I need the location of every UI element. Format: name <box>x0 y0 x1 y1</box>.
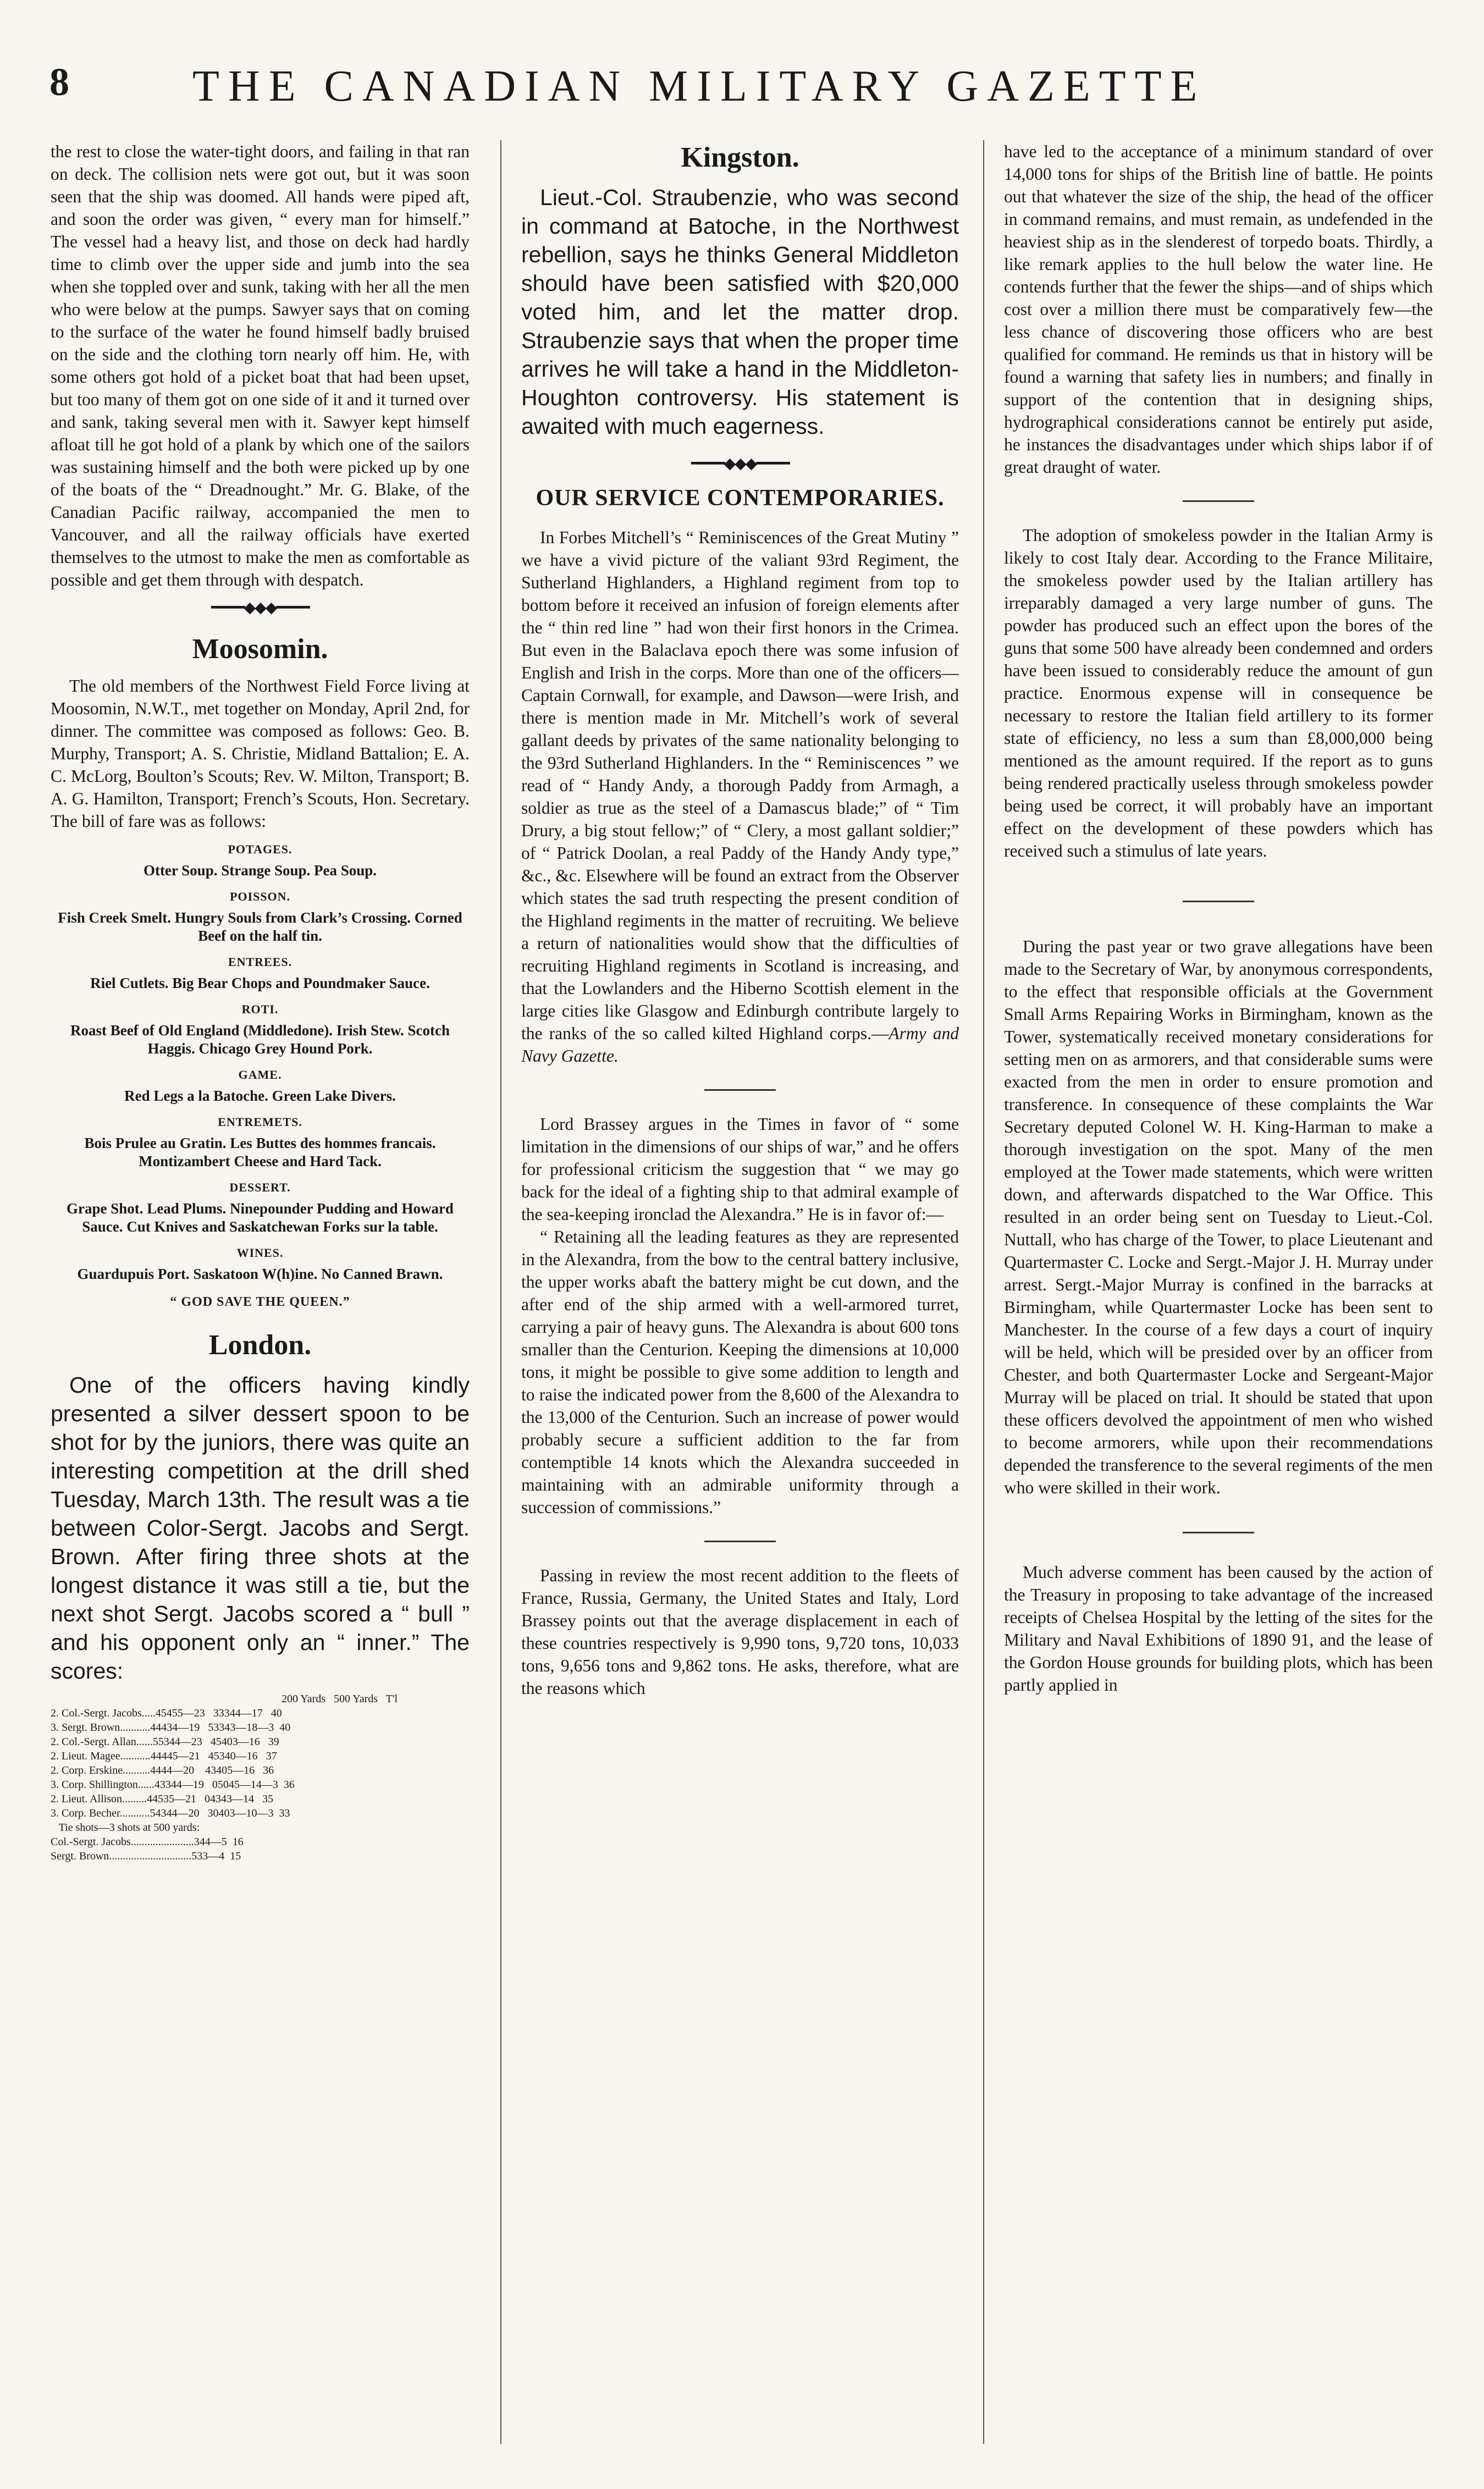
heading-kingston: Kingston. <box>681 142 799 173</box>
menu-item: Bois Prulee au Gratin. Les Buttes des hommes francais. Montizambert Cheese and Hard Tack. <box>84 1135 436 1169</box>
menu-section-heading: POTAGES. <box>228 842 293 856</box>
heading-moosomin: Moosomin. <box>192 633 328 665</box>
source-credit: Army and Navy Gazette. <box>521 1024 959 1066</box>
menu-item: Red Legs a la Batoche. Green Lake Divers. <box>124 1088 396 1104</box>
brassey-continuation: have led to the acceptance of a minimum standard of over 14,000 tons for ships of the British line of battle. He points out that whatever the size of the ship, the head of the officer in command remains, and must remain, as undefended in the heaviest ship as in the slenderest of torpedo boats. Thirdly, a like remark applies to the hull below the water line. He contends further that the fewer the ships—and of ships which cost over a million there must be comparatively few—the less chance of discovering those officers who are best qualified for command. He reminds us that in history will be found a warning that safety lies in numbers; and finally in support of the contention that in designing ships, hydrographical considerations cannot be entirely put aside, he instances the disadvantages under which ships labor if of great draught of water. <box>1004 142 1433 477</box>
score-table-header: 200 Yards 500 Yards T'l <box>282 1693 398 1705</box>
menu-section-heading: DESSERT. <box>229 1180 291 1194</box>
score-row: 2. Corp. Erskine..........4444—20 43405—16 36 <box>51 1764 274 1776</box>
menu-section-heading: GAME. <box>238 1068 282 1081</box>
page-number: 8 <box>49 60 69 104</box>
score-row: 3. Corp. Shillington......43344—19 05045—14—3 36 <box>51 1779 295 1791</box>
ornament-divider: ━━━━◆◆◆━━━━ <box>211 599 309 616</box>
menu-item: Roast Beef of Old England (Middledone). Irish Stew. Scotch Haggis. Chicago Grey Hound Pork. <box>70 1022 450 1057</box>
ornament-divider: ━━━━◆◆◆━━━━ <box>691 455 789 472</box>
column-divider <box>983 140 984 2444</box>
short-rule <box>1183 500 1254 502</box>
menu-section-heading: POISSON. <box>229 890 291 903</box>
brassey-paragraph: Lord Brassey argues in the Times in favor of “ some limitation in the dimensions of our ships of war,” and he offers for professional criticism the suggestion that “ we may go back for the ideal of a fighting ship to that admiral example of the sea-keeping ironclad the Alexandra.” He is in favor of:— <box>521 1114 959 1224</box>
score-table <box>51 1692 470 1863</box>
heading-london: London. <box>208 1329 312 1361</box>
menu-item: Grape Shot. Lead Plums. Ninepounder Pudding and Howard Sauce. Cut Knives and Saskatchewan Forks sur la table. <box>67 1200 454 1235</box>
menu-item: Guardupuis Port. Saskatoon W(h)ine. No Canned Brawn. <box>77 1266 443 1282</box>
score-row: 2. Col.-Sergt. Jacobs.....45455—23 33344—17 40 <box>51 1707 282 1719</box>
score-row: Tie shots—3 shots at 500 yards: <box>51 1822 200 1834</box>
bill-of-fare <box>51 838 470 1283</box>
moosomin-paragraph: The old members of the Northwest Field Force living at Moosomin, N.W.T., met together on Monday, April 2nd, for dinner. The committee was composed as follows: Geo. B. Murphy, Transport; A. S. Christie, Midland Battalion; E. A. C. McLorg, Boulton’s Scouts; Rev. W. Milton, Transport; B. A. G. Hamilton, Transport; French’s Scouts, Hon. Secretary. The bill of fare was as follows: <box>51 676 470 831</box>
london-paragraph: One of the officers having kindly presented a silver dessert spoon to be shot for by the juniors, there was quite an interesting competition at the drill shed Tuesday, March 13th. The result was a tie between Color-Sergt. Jacobs and Sergt. Brown. After firing three shots at the longest distance it was still a tie, but the next shot Sergt. Jacobs scored a “ bull ” and his opponent only an “ inner.” The scores: <box>51 1372 470 1684</box>
passing-paragraph: Passing in review the most recent addition to the fleets of France, Russia, Germany, the United States and Italy, Lord Brassey points out that the average displacement in each of these countries respectively is 9,990 tons, 9,720 tons, 10,033 tons, 9,656 tons and 9,862 tons. He asks, therefore, what are the reasons which <box>521 1566 959 1698</box>
column-divider <box>500 140 501 2444</box>
menu-section-heading: ROTI. <box>241 1002 279 1016</box>
menu-item: Riel Cutlets. Big Bear Chops and Poundmaker Sauce. <box>90 975 430 991</box>
tower-allegations-paragraph: During the past year or two grave allegations have been made to the Secretary of War, by anonymous correspondents, to the effect that responsible officials at the Government Small Arms Repairing Works in Birmingham, known as the Tower, systematically received monetary considerations for setting men on as armorers, and that considerable sums were exacted from the men in order to ensure promotion and transference. In consequence of these complaints the War Secretary deputed Colonel W. H. King-Harman to make a thorough investigation on the spot. Many of the men employed at the Tower made statements, which were written down, and afterwards dispatched to the War Office. This resulted in an order being sent on Tuesday to Lieut.-Col. Nuttall, who has charge of the Tower, to place Lieutenant and Quartermaster C. Locke and Sergt.-Major J. H. Murray under arrest. Sergt.-Major Murray is confined in the barracks at Birmingham, while Quartermaster Locke has been sent to Manchester. In the course of a few days a court of inquiry will be held, which will be presided over by an officer from Chester, and both Quartermaster Locke and Sergeant-Major Murray will be placed on trial. It should be stated that upon these officers devolved the appointment of men who wished to become armorers, while upon their recommendations depended the transference to the several regiments of the men who were skilled in their work. <box>1004 937 1433 1497</box>
short-rule <box>704 1541 776 1542</box>
score-row: 2. Lieut. Magee...........44445—21 45340—16 37 <box>51 1750 277 1762</box>
column-1 <box>51 140 470 2449</box>
menu-section-heading: ENTREMETS. <box>218 1115 302 1129</box>
column-3 <box>1004 140 1433 2449</box>
menu-item: Otter Soup. Strange Soup. Pea Soup. <box>143 862 377 879</box>
score-row: 2. Lieut. Allison.........44535—21 04343—14 35 <box>51 1793 273 1805</box>
newspaper-title: THE CANADIAN MILITARY GAZETTE <box>192 62 1206 111</box>
score-row: Col.-Sergt. Jacobs.......................344—5 16 <box>51 1836 244 1848</box>
smokeless-powder-paragraph: The adoption of smokeless powder in the Italian Army is likely to cost Italy dear. According to the France Militaire, the smokeless powder used by the Italian artillery has irreparably damaged a very large number of guns. The powder has produced such an effect upon the bores of the guns that some 500 have already been condemned and orders have been issued to considerably reduce the amount of gun practice. Enormous expense will in consequence be necessary to restore the Italian field artillery to its former state of efficiency, no less a sum than £8,000,000 being mentioned as the amount required. If the report as to guns being rendered practically useless through smokeless powder being used be correct, it will probably have an important effect on the development of these powders which has received such a stimulus of late years. <box>1004 526 1433 860</box>
score-row: 3. Sergt. Brown...........44434—19 53343—18—3 40 <box>51 1721 291 1734</box>
score-row: Sergt. Brown..............................533—4 15 <box>51 1850 241 1862</box>
kingston-paragraph: Lieut.-Col. Straubenzie, who was second in command at Batoche, in the Northwest rebellion, says he thinks General Middleton should have been satisfied with $20,000 voted him, and let the matter drop. Straubenzie says that when the proper time arrives he will take a hand in the Middleton-Houghton controversy. His statement is awaited with much eagerness. <box>521 185 959 439</box>
score-row: 3. Corp. Becher...........54344—20 30403—10—3 33 <box>51 1807 290 1819</box>
menu-item: Fish Creek Smelt. Hungry Souls from Clark’s Crossing. Corned Beef on the half tin. <box>58 909 462 944</box>
chelsea-hospital-paragraph: Much adverse comment has been caused by the action of the Treasury in proposing to take advantage of the increased receipts of Chelsea Hospital by the letting of the sites for the Military and Naval Exhibitions of 1890 91, and the lease of the Gordon House grounds for building plots, which has been partly applied in <box>1004 1563 1433 1695</box>
short-rule <box>1183 1532 1254 1533</box>
menu-section-heading: ENTREES. <box>228 955 293 969</box>
god-save-the-queen: “ GOD SAVE THE QUEEN.” <box>170 1295 350 1309</box>
masthead <box>49 49 1408 126</box>
column-2 <box>521 140 959 2449</box>
score-row: 2. Col.-Sergt. Allan......55344—23 45403—16 39 <box>51 1736 279 1748</box>
short-rule <box>1183 901 1254 902</box>
heading-service-contemporaries: OUR SERVICE CONTEMPORARIES. <box>536 485 945 511</box>
brassey-quote: “ Retaining all the leading features as they are represented in the Alexandra, from the bow to the central battery inclusive, the upper works abaft the battery might be cut down, and the after end of the ship armed with a well-armored turret, carrying a pair of heavy guns. The Alexandra is about 600 tons smaller than the Centurion. Keeping the dimensions at 10,000 tons, it might be possible to give some addition to length and to raise the indicated power from the 8,600 of the Alexandra to the 13,000 of the Centurion. Such an increase of power would probably secure a sufficient addition to the far from contemptible 14 knots which the Alexandra succeeded in maintaining with an admirable uniformity through a succession of commissions.” <box>521 1227 959 1517</box>
contemporaries-paragraph: In Forbes Mitchell’s “ Reminiscences of the Great Mutiny ” we have a vivid picture of the valiant 93rd Regiment, the Sutherland Highlanders, a Highland regiment from top to bottom before it received an infusion of foreign elements after the “ thin red line ” had won their first honors in the Crimea. But even in the Balaclava epoch there was some infusion of English and Irish in the corps. More than one of the officers—Captain Cornwall, for example, and Dawson—were Irish, and there is mention made in Mr. Mitchell’s work of several gallant deeds by privates of the same nationality belonging to the 93rd Sutherland Highlanders. In the “ Reminiscences ” we read of “ Handy Andy, a thorough Paddy from Armagh, a soldier as true as the steel of a Damascus blade;” of “ Tim Drury, a big stout fellow;” of “ Clery, a most gallant soldier;” of “ Patrick Doolan, a real Paddy of the Handy Andy type,” &c., &c. Elsewhere will be found an extract from the Observer which states the sad truth respecting the present condition of the Highland regiments in the matter of recruiting. We believe a return of nationalities would show that the difficulties of recruiting Highland regiments in Scotland is increasing, and that the Lowlanders and the Hiberno Scottish element in the large cities like Glasgow and Edinburgh contribute largely to the ranks of the so called kilted Highland corps.—Army and Navy Gazette. <box>521 528 959 1066</box>
menu-section-heading: WINES. <box>236 1246 284 1260</box>
short-rule <box>704 1089 776 1091</box>
article-continuation: the rest to close the water-tight doors, and failing in that ran on deck. The collision nets were got out, but it was soon seen that the ship was doomed. All hands were piped aft, and soon the order was given, “ every man for himself.” The vessel had a heavy list, and those on deck had hardly time to climb over the upper side and jumb into the sea when she toppled over and sunk, taking with her all the men who were below at the pumps. Sawyer says that on coming to the surface of the water he found himself badly bruised on the side and the clothing torn nearly off him. He, with some others got hold of a picket boat that had been upset, but too many of them got on one side of it and it turned over and sank, taking several men with it. Sawyer kept himself afloat till he got hold of a plank by which one of the sailors was sustaining himself and the both were picked up by one of the boats of the “ Dreadnought.” Mr. G. Blake, of the Canadian Pacific railway, accompanied the men to Vancouver, and all the railway officials have exerted themselves to the utmost to make the men as comfortable as possible and get them through with despatch. <box>51 142 470 589</box>
